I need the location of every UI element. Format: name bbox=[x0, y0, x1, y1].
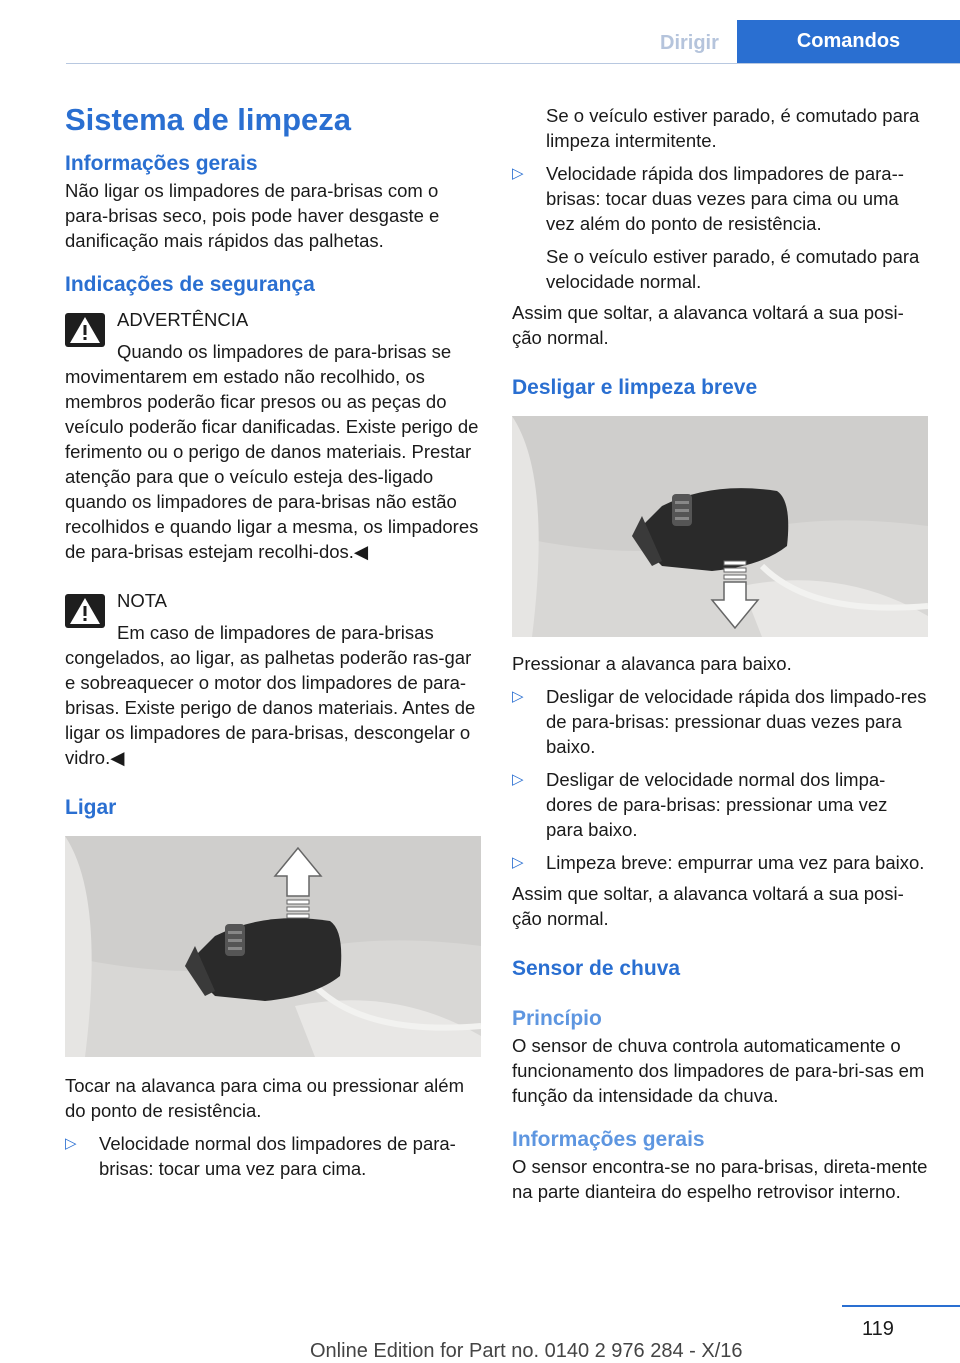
edition-note: Online Edition for Part no. 0140 2 976 284 - X/16 bbox=[310, 1340, 743, 1362]
rain-general-text: O sensor encontra-se no para-brisas, direta-mente na parte dianteira do espelho retrovisor interno. bbox=[512, 1156, 928, 1202]
header-section: Dirigir bbox=[660, 32, 719, 54]
page-title: Sistema de limpeza bbox=[65, 102, 352, 137]
on-heading: Ligar bbox=[65, 796, 117, 819]
triangle-right-bullet-icon: ▷ bbox=[512, 688, 524, 705]
general-text: Não ligar os limpadores de para-brisas com o para-brisas seco, pois pode haver desgaste e danificação mais rápidos das palhetas. bbox=[65, 180, 440, 251]
notice-block bbox=[65, 588, 481, 770]
triangle-right-bullet-icon: ▷ bbox=[65, 1135, 77, 1152]
header-rule bbox=[66, 63, 960, 64]
warning-block bbox=[65, 307, 481, 564]
list-item: ▷ Desligar de velocidade normal dos limpa-dores de para-brisas: pressionar uma vez para baixo. bbox=[512, 769, 888, 840]
triangle-right-bullet-icon: ▷ bbox=[512, 771, 524, 788]
safety-heading: Indicações de segurança bbox=[65, 273, 315, 296]
list-item-note: Se o veículo estiver parado, é comutado para limpeza intermitente. bbox=[546, 105, 920, 151]
warning-triangle-icon bbox=[65, 313, 105, 347]
general-heading: Informações gerais bbox=[65, 152, 258, 175]
footer-rule bbox=[842, 1305, 960, 1307]
right-column bbox=[512, 103, 928, 1204]
rain-sensor-heading: Sensor de chuva bbox=[512, 957, 681, 980]
on-caption: Tocar na alavanca para cima ou pressionar além do ponto de resistência. bbox=[65, 1075, 464, 1121]
list-item: ▷ Desligar de velocidade rápida dos limpado-res de para-brisas: pressionar duas vezes para baixo. bbox=[512, 686, 927, 757]
off-heading: Desligar e limpeza breve bbox=[512, 376, 758, 399]
principle-text: O sensor de chuva controla automaticamente o funcionamento dos limpadores de para-bri-sas em função da intensidade da chuva. bbox=[512, 1035, 925, 1106]
rain-general-heading: Informações gerais bbox=[512, 1128, 705, 1151]
notice-text-first: Em caso de limpadores de para-brisas bbox=[117, 622, 434, 643]
warning-title: ADVERTÊNCIA bbox=[117, 309, 249, 330]
wiper-lever-down-image bbox=[512, 416, 928, 637]
triangle-right-bullet-icon: ▷ bbox=[512, 854, 524, 871]
principle-heading: Princípio bbox=[512, 1007, 602, 1030]
left-column bbox=[65, 100, 481, 1181]
notice-title: NOTA bbox=[117, 590, 168, 611]
on-release-text: Assim que soltar, a alavanca voltará a sua posi-ção normal. bbox=[512, 302, 904, 348]
list-item: ▷ Velocidade rápida dos limpadores de para--brisas: tocar duas vezes para cima ou uma vez além do ponto de resistência. bbox=[512, 163, 904, 234]
page-number: 119 bbox=[862, 1318, 894, 1340]
list-item-note: Se o veículo estiver parado, é comutado para velocidade normal. bbox=[546, 246, 920, 292]
wiper-lever-up-image bbox=[65, 836, 481, 1057]
off-release-text: Assim que soltar, a alavanca voltará a sua posi-ção normal. bbox=[512, 883, 904, 929]
warning-text: movimentarem em estado não recolhido, os membros poderão ficar presos ou as peças do veículo poderão ficar danificadas. Existe perigo de ferimento ou o perigo de danos materiais. Prestar atenção para que o veículo esteja des-ligado quando os limpadores de para-brisas não estão recolhidos e quando ligar a mesma, os limpadores de para-brisas estejam recolhi-dos.◀ bbox=[65, 366, 479, 562]
triangle-right-bullet-icon: ▷ bbox=[512, 165, 524, 182]
notice-text: congelados, ao ligar, as palhetas poderão ras-gar e sobreaquecer o motor dos limpadores de para-brisas. Existe perigo de danos materiais. Antes de ligar os limpadores de para-brisas, descongelar o vidro.◀ bbox=[65, 647, 476, 768]
warning-text-first: Quando os limpadores de para-brisas se bbox=[117, 341, 452, 362]
off-caption: Pressionar a alavanca para baixo. bbox=[512, 653, 792, 674]
list-item: ▷ Limpeza breve: empurrar uma vez para baixo. bbox=[512, 852, 925, 873]
warning-triangle-icon bbox=[65, 594, 105, 628]
list-item: ▷ Velocidade normal dos limpadores de para-brisas: tocar uma vez para cima. bbox=[65, 1133, 456, 1179]
header-chapter-tab: Comandos bbox=[737, 20, 960, 63]
